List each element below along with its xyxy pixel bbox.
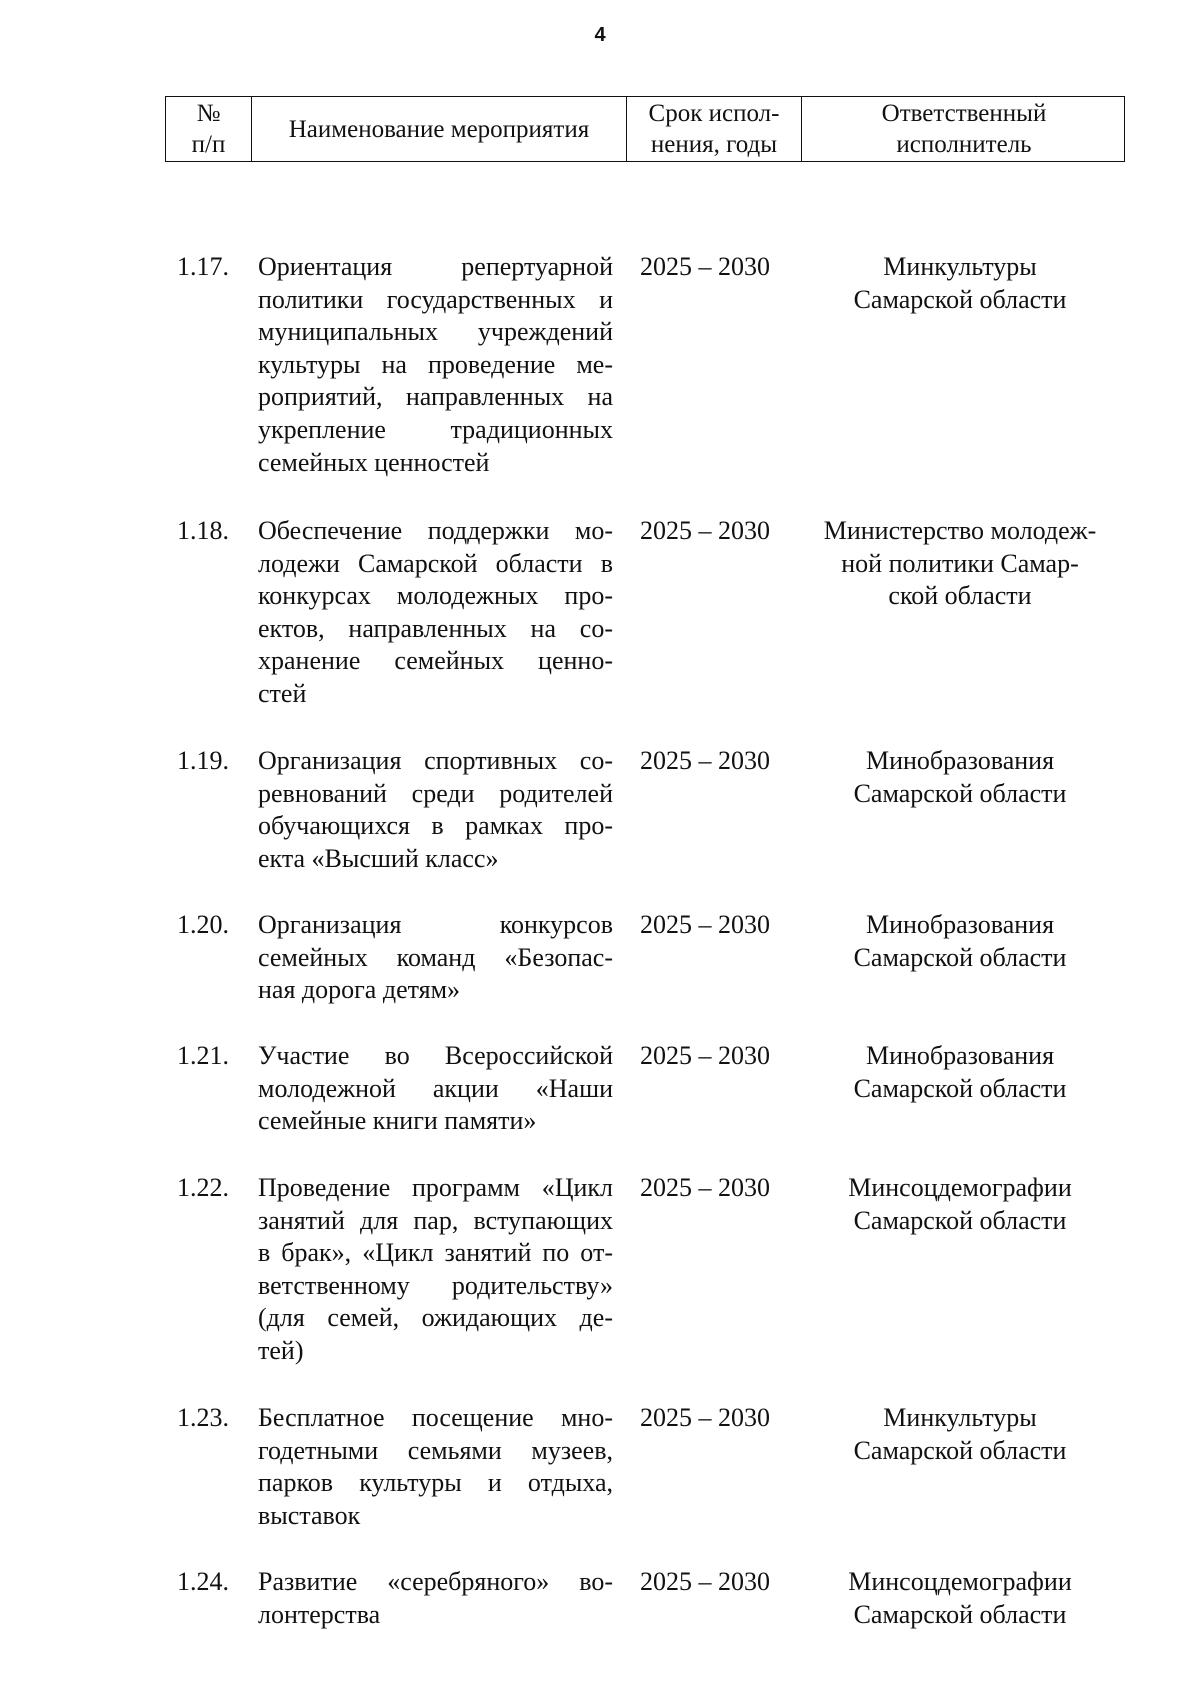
event-name-line: хранение семейных ценно- <box>258 646 613 676</box>
responsible-line: Министерство молодеж- <box>823 516 1097 545</box>
responsible-line: Самарской области <box>853 1599 1067 1629</box>
event-name-line: Организация спортивных со- <box>258 746 613 775</box>
row-number: 1.18. <box>177 516 229 545</box>
event-name-line: тей) <box>258 1335 304 1365</box>
row-number: 1.20. <box>177 910 229 939</box>
row-event-name <box>258 515 613 711</box>
row-number: 1.19. <box>177 746 229 775</box>
row-term: 2025 – 2030 <box>640 746 770 775</box>
responsible-line: Минкультуры <box>883 252 1037 281</box>
row-responsible <box>805 745 1115 810</box>
table-header <box>165 96 1125 162</box>
event-name-line: парков культуры и отдыха, <box>258 1468 613 1498</box>
event-name-line: Проведение программ «Цикл <box>258 1173 613 1202</box>
responsible-line: Минобразования <box>865 910 1055 939</box>
event-name-line: ветственному родительству» <box>258 1270 613 1300</box>
event-name-line: молодежной акции «Наши <box>258 1073 613 1103</box>
event-name-line: семейные книги памяти» <box>258 1106 537 1136</box>
events-table <box>165 96 1125 1629</box>
row-responsible <box>805 1172 1115 1237</box>
row-number: 1.22. <box>177 1173 229 1202</box>
responsible-line: ной политики Самар- <box>841 548 1079 578</box>
event-name-line: культуры на проведение ме- <box>258 349 613 379</box>
responsible-line: ской области <box>888 581 1032 611</box>
row-responsible <box>805 909 1115 974</box>
event-name-line: Участие во Всероссийской <box>258 1041 613 1070</box>
event-name-line: Развитие «серебряного» во- <box>258 1567 613 1596</box>
responsible-line: Минсоцдемографии <box>848 1567 1072 1596</box>
row-responsible <box>805 251 1115 316</box>
event-name-line: занятий для пар, вступающих <box>258 1205 613 1235</box>
event-name-line: роприятий, направленных на <box>258 382 613 412</box>
event-name-line: Ориентация репертуарной <box>258 252 613 281</box>
row-term: 2025 – 2030 <box>640 1041 770 1070</box>
event-name-line: (для семей, ожидающих де- <box>258 1303 613 1333</box>
event-name-line: лодежи Самарской области в <box>258 548 613 578</box>
header-responsible-line2: исполнитель <box>896 131 1032 158</box>
header-name: Наименование мероприятия <box>251 97 626 161</box>
event-name-line: Организация конкурсов <box>258 910 613 939</box>
responsible-line: Самарской области <box>853 1435 1067 1465</box>
event-name-line: семейных ценностей <box>258 447 490 477</box>
row-number: 1.24. <box>177 1567 229 1596</box>
event-name-line: стей <box>258 678 307 708</box>
row-event-name <box>258 745 613 875</box>
row-term: 2025 – 2030 <box>640 1567 770 1596</box>
responsible-line: Минобразования <box>865 746 1055 775</box>
event-name-line: екта «Высший класс» <box>258 843 499 873</box>
row-term: 2025 – 2030 <box>640 516 770 545</box>
responsible-line: Минкультуры <box>883 1403 1037 1432</box>
event-name-line: лонтерства <box>258 1599 381 1629</box>
row-term: 2025 – 2030 <box>640 1403 770 1432</box>
responsible-line: Самарской области <box>853 942 1067 972</box>
row-responsible <box>805 1402 1115 1467</box>
responsible-line: Минсоцдемографии <box>848 1173 1072 1202</box>
row-number: 1.17. <box>177 252 229 281</box>
header-number <box>166 97 251 161</box>
responsible-line: Самарской области <box>853 778 1067 808</box>
header-term-line1: Срок испол- <box>648 100 780 127</box>
row-responsible <box>805 515 1115 613</box>
responsible-line: Самарской области <box>853 284 1067 314</box>
row-number: 1.21. <box>177 1041 229 1070</box>
event-name-line: конкурсах молодежных про- <box>258 581 613 611</box>
row-responsible <box>805 1040 1115 1105</box>
event-name-line: политики государственных и <box>258 284 613 314</box>
event-name-line: муниципальных учреждений <box>258 317 613 347</box>
responsible-line: Самарской области <box>853 1205 1067 1235</box>
event-name-line: ектов, направленных на со- <box>258 613 613 643</box>
row-term: 2025 – 2030 <box>640 252 770 281</box>
responsible-line: Самарской области <box>853 1073 1067 1103</box>
responsible-line: Минобразования <box>865 1041 1055 1070</box>
row-event-name <box>258 1402 613 1532</box>
event-name-line: семейных команд «Безопас- <box>258 942 613 972</box>
event-name-line: годетными семьями музеев, <box>258 1435 613 1465</box>
row-number: 1.23. <box>177 1403 229 1432</box>
row-term: 2025 – 2030 <box>640 910 770 939</box>
header-responsible-line1: Ответственный <box>881 100 1047 127</box>
row-event-name <box>258 251 613 479</box>
event-name-line: укрепление традиционных <box>258 414 613 444</box>
event-name-line: Бесплатное посещение мно- <box>258 1403 613 1432</box>
event-name-line: в брак», «Цикл занятий по от- <box>258 1238 613 1268</box>
header-term-line2: нения, годы <box>650 131 778 158</box>
row-term: 2025 – 2030 <box>640 1173 770 1202</box>
row-event-name <box>258 1040 613 1138</box>
event-name-line: ная дорога детям» <box>258 975 461 1005</box>
event-name-line: обучающихся в рамках про- <box>258 811 613 841</box>
event-name-line: выставок <box>258 1500 361 1530</box>
header-number-line2: п/п <box>191 131 226 158</box>
row-responsible <box>805 1566 1115 1631</box>
event-name-line: Обеспечение поддержки мо- <box>258 516 613 545</box>
page-number: 4 <box>594 24 606 46</box>
header-number-line1: № <box>196 100 221 127</box>
header-term <box>626 97 801 161</box>
row-event-name <box>258 1172 613 1368</box>
row-event-name <box>258 909 613 1007</box>
row-event-name <box>258 1566 613 1631</box>
event-name-line: ревнований среди родителей <box>258 778 613 808</box>
header-responsible <box>801 97 1126 161</box>
